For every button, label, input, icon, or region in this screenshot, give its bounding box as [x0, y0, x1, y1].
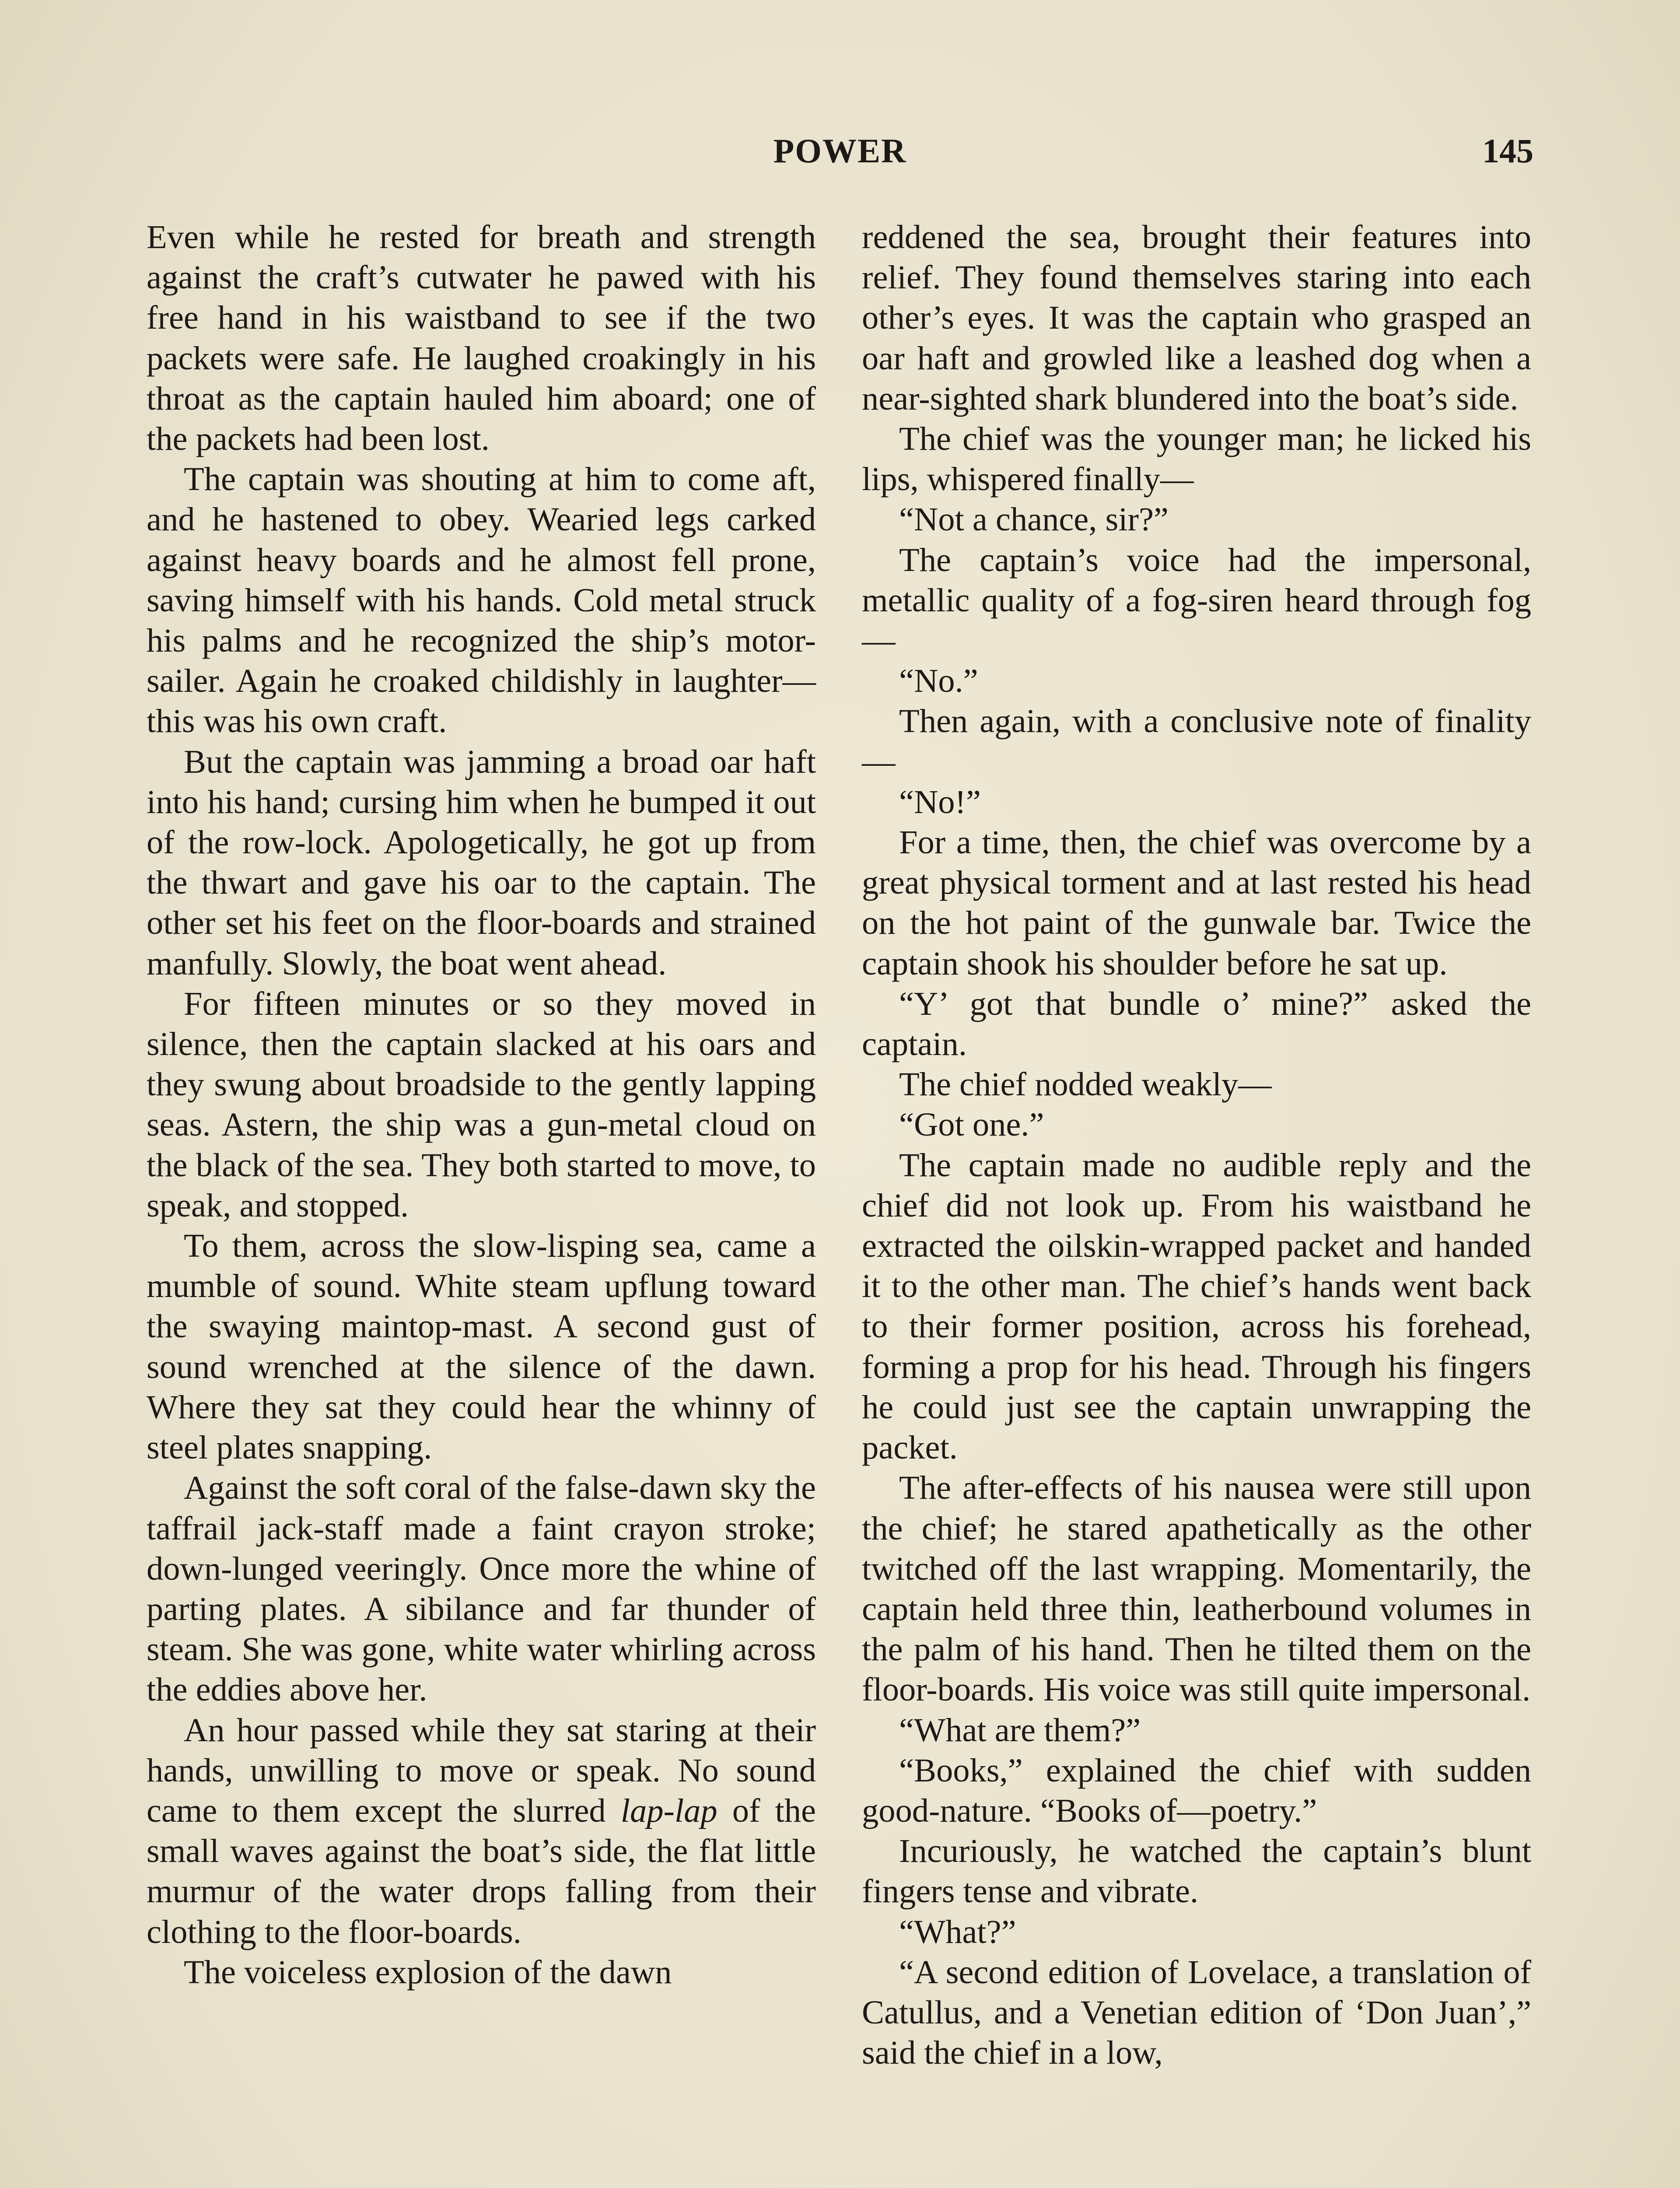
paragraph: Incuriously, he watched the captain’s blunt fingers tense and vibrate.: [862, 1832, 1531, 1910]
paragraph: reddened the sea, brought their features into relief. They found themselves staring into each other’s eyes. It was the captain who grasped an oar haft and growled like a leashed dog when a near-sighted shark blundered into the boat’s side.: [862, 218, 1531, 417]
paragraph-with-italic: [147, 1710, 816, 1952]
paragraph: The chief was the younger man; he licked his lips, whispered finally—: [862, 420, 1531, 498]
paragraph: The chief nodded weakly—: [899, 1066, 1272, 1103]
paragraph: “What?”: [899, 1913, 1016, 1950]
paragraph: The captain made no audible reply and the chief did not look up. From his waistband he extracted the oilskin-wrapped packet and handed it to the other man. The chief’s hands went back to their former position, across his forehead, forming a prop for his head. Through his fingers he could just see the captain unwrapping the packet.: [862, 1146, 1531, 1466]
page-number: 145: [1482, 132, 1533, 170]
paragraph: “Got one.”: [899, 1106, 1044, 1143]
paragraph: To them, across the slow-lisping sea, came a mumble of sound. White steam upflung toward the swaying maintop-mast. A second gust of sound wrenched at the silence of the dawn. Where they sat they could hear the whinny of steel plates snapping.: [147, 1227, 816, 1466]
paragraph: “A second edition of Lovelace, a translation of Catullus, and a Venetian edition of ‘Don Juan’,” said the chief in a low,: [862, 1953, 1531, 2072]
paragraph: For a time, then, the chief was overcome by a great physical torment and at last rested his head on the hot paint of the gunwale bar. Twice the captain shook his shoulder before he sat up.: [862, 824, 1531, 982]
paragraph: The voiceless explosion of the dawn: [184, 1953, 672, 1991]
right-column: [862, 217, 1531, 2073]
paragraph: “No.”: [899, 662, 978, 700]
running-head: [147, 131, 1533, 179]
paragraph-text: An hour passed while they sat staring at their hands, unwilling to move or speak. No sound came to them except the slurred: [147, 1711, 816, 1829]
paragraph-text: of the small waves against the boat’s side, the flat little murmur of the water drops falling from their clothing to the floor-boards.: [147, 1792, 816, 1950]
paragraph: “No!”: [899, 783, 981, 820]
paragraph: “Not a chance, sir?”: [899, 501, 1169, 538]
paragraph: “Y’ got that bundle o’ mine?” asked the captain.: [862, 985, 1531, 1063]
paragraph: “What are them?”: [899, 1711, 1141, 1749]
paragraph: But the captain was jamming a broad oar haft into his hand; cursing him when he bumped it out of the row-lock. Apologetically, he got up from the thwart and gave his oar to the captain. The other set his feet on the floor-boards and strained manfully. Slowly, the boat went ahead.: [147, 743, 816, 982]
running-title: POWER: [773, 132, 907, 170]
paragraph: Then again, with a conclusive note of finality—: [862, 702, 1531, 780]
paragraph: Even while he rested for breath and strength against the craft’s cutwater he pawed with his free hand in his waistband to see if the two packets were safe. He laughed croakingly in his throat as the captain hauled him aboard; one of the packets had been lost.: [147, 218, 816, 458]
paragraph: “Books,” explained the chief with sudden good-nature. “Books of—poetry.”: [862, 1751, 1531, 1829]
italic-text: lap-lap: [620, 1792, 718, 1829]
paragraph: The captain was shouting at him to come aft, and he hastened to obey. Wearied legs carked against heavy boards and he almost fell prone, saving himself with his hands. Cold metal struck his palms and he recognized the ship’s motor-sailer. Again he croaked childishly in laughter—this was his own craft.: [147, 460, 816, 740]
left-column: [147, 217, 816, 1992]
paragraph: Against the soft coral of the false-dawn sky the taffrail jack-staff made a faint crayon stroke; down-lunged veeringly. Once more the whine of parting plates. A sibilance and far thunder of steam. She was gone, white water whirling across the eddies above her.: [147, 1469, 816, 1708]
paragraph: The after-effects of his nausea were still upon the chief; he stared apathetically as the other twitched off the last wrapping. Momentarily, the captain held three thin, leatherbound volumes in the palm of his hand. Then he tilted them on the floor-boards. His voice was still quite impersonal.: [862, 1469, 1531, 1708]
paragraph: For fifteen minutes or so they moved in silence, then the captain slacked at his oars and they swung about broadside to the gently lapping seas. Astern, the ship was a gun-metal cloud on the black of the sea. They both started to move, to speak, and stopped.: [147, 985, 816, 1224]
paragraph: The captain’s voice had the impersonal, metallic quality of a fog-siren heard through fog—: [862, 541, 1531, 659]
